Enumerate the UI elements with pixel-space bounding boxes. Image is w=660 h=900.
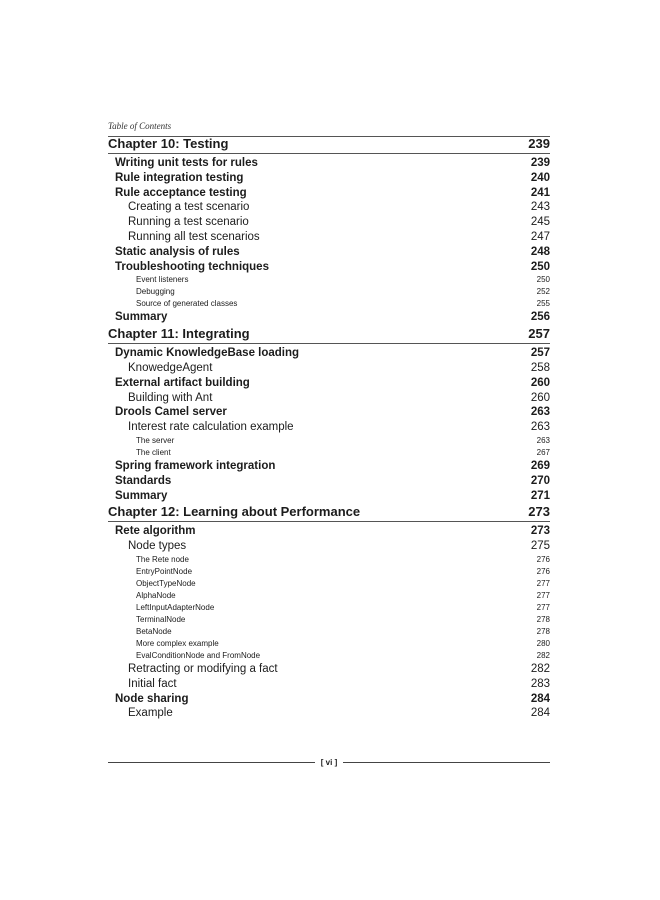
toc-entry-title: Source of generated classes	[136, 299, 238, 309]
toc-entry-page: 277	[536, 578, 550, 588]
toc-entry-title: EntryPointNode	[136, 566, 193, 576]
sub-subsection-entry[interactable]	[108, 578, 550, 590]
footer-rule-left	[108, 762, 315, 763]
toc-entry-page: 267	[536, 447, 550, 457]
subsection-entry[interactable]	[108, 706, 550, 721]
toc-entry-title: BetaNode	[136, 626, 172, 636]
toc-entry-title: Node types	[128, 540, 187, 553]
toc-entry-title: TerminalNode	[136, 614, 186, 624]
sub-subsection-entry[interactable]	[108, 286, 550, 298]
sub-subsection-entry[interactable]	[108, 447, 550, 459]
subsection-entry[interactable]	[108, 662, 550, 677]
toc-entry-page: 257	[530, 347, 550, 360]
running-header	[108, 116, 550, 137]
table-of-contents	[108, 135, 550, 721]
section-entry[interactable]	[108, 474, 550, 489]
section-entry[interactable]	[108, 692, 550, 707]
section-entry[interactable]	[108, 489, 550, 504]
subsection-entry[interactable]	[108, 230, 550, 245]
sub-subsection-entry[interactable]	[108, 566, 550, 578]
toc-entry-page: 252	[536, 287, 550, 297]
section-entry[interactable]	[108, 260, 550, 275]
toc-entry-page: 277	[536, 602, 550, 612]
toc-entry-page: 271	[530, 489, 550, 502]
toc-entry-title: Creating a test scenario	[128, 201, 250, 214]
toc-entry-title: Debugging	[136, 287, 175, 297]
subsection-entry[interactable]	[108, 677, 550, 692]
toc-entry-title: Writing unit tests for rules	[115, 157, 258, 169]
toc-entry-page: 276	[536, 554, 550, 564]
toc-entry-page: 276	[536, 566, 550, 576]
toc-entry-page: 270	[530, 474, 550, 487]
toc-entry-page: 277	[536, 590, 550, 600]
section-entry[interactable]	[108, 156, 550, 171]
toc-entry-page: 280	[536, 638, 550, 648]
section-entry[interactable]	[108, 186, 550, 201]
toc-entry-title: Summary	[115, 311, 168, 324]
sub-subsection-entry[interactable]	[108, 650, 550, 662]
subsection-entry[interactable]	[108, 420, 550, 435]
sub-subsection-entry[interactable]	[108, 298, 550, 310]
toc-entry-page: 239	[530, 157, 550, 169]
page-footer	[108, 756, 550, 768]
sub-subsection-entry[interactable]	[108, 602, 550, 614]
toc-entry-title: Rule acceptance testing	[115, 186, 247, 199]
section-entry[interactable]	[108, 405, 550, 420]
footer-rule-right	[343, 762, 550, 763]
toc-entry-page: 241	[530, 186, 550, 199]
toc-entry-page: 283	[530, 677, 550, 690]
toc-entry-page: 255	[536, 299, 550, 309]
toc-entry-title: Summary	[115, 489, 168, 502]
toc-entry-page: 263	[536, 435, 550, 445]
toc-entry-page: 275	[530, 540, 550, 553]
section-entry[interactable]	[108, 245, 550, 260]
toc-entry-title: Standards	[115, 474, 172, 487]
sub-subsection-entry[interactable]	[108, 435, 550, 447]
toc-entry-page: 284	[530, 692, 550, 705]
toc-entry-title: EvalConditionNode and FromNode	[136, 650, 261, 660]
toc-entry-title: Interest rate calculation example	[128, 421, 294, 434]
toc-entry-title: Troubleshooting techniques	[115, 260, 269, 273]
toc-entry-page: 282	[536, 650, 550, 660]
toc-entry-title: LeftInputAdapterNode	[136, 602, 215, 612]
toc-entry-title: Static analysis of rules	[115, 245, 240, 258]
toc-entry-title: Building with Ant	[128, 391, 213, 404]
toc-entry-title: Chapter 11: Integrating	[108, 326, 250, 342]
sub-subsection-entry[interactable]	[108, 590, 550, 602]
toc-entry-page: 284	[530, 707, 550, 720]
toc-entry-page: 273	[530, 525, 550, 538]
toc-entry-page: 263	[530, 406, 550, 419]
section-entry[interactable]	[108, 524, 550, 539]
toc-entry-page: 278	[536, 614, 550, 624]
toc-entry-page: 269	[530, 459, 550, 472]
subsection-entry[interactable]	[108, 361, 550, 376]
page-number: [ vi ]	[320, 757, 338, 767]
section-entry[interactable]	[108, 459, 550, 474]
toc-entry-title: AlphaNode	[136, 590, 176, 600]
toc-entry-title: Running all test scenarios	[128, 230, 260, 243]
toc-entry-title: Drools Camel server	[115, 406, 227, 419]
toc-entry-title: Initial fact	[128, 677, 177, 690]
section-entry[interactable]	[108, 346, 550, 361]
chapter-entry[interactable]	[108, 325, 550, 344]
toc-entry-page: 239	[528, 136, 550, 151]
toc-entry-page: 248	[530, 245, 550, 258]
toc-entry-page: 245	[530, 216, 550, 229]
toc-entry-page: 247	[530, 230, 550, 243]
running-header-title: Table of Contents	[108, 121, 172, 131]
toc-entry-title: Rete algorithm	[115, 525, 196, 538]
toc-entry-page: 282	[530, 662, 550, 675]
toc-entry-title: Running a test scenario	[128, 216, 249, 229]
toc-entry-title: ObjectTypeNode	[136, 578, 196, 588]
toc-entry-page: 240	[530, 171, 550, 184]
chapter-entry[interactable]	[108, 135, 550, 154]
toc-entry-title: Node sharing	[115, 692, 189, 705]
toc-entry-title: More complex example	[136, 638, 219, 648]
sub-subsection-entry[interactable]	[108, 274, 550, 286]
toc-entry-title: The client	[136, 447, 171, 457]
toc-entry-page: 258	[530, 361, 550, 374]
toc-entry-title: Chapter 12: Learning about Performance	[108, 504, 361, 520]
sub-subsection-entry[interactable]	[108, 554, 550, 566]
subsection-entry[interactable]	[108, 539, 550, 554]
toc-entry-title: External artifact building	[115, 376, 250, 389]
toc-entry-title: Retracting or modifying a fact	[128, 662, 278, 675]
toc-entry-page: 250	[530, 260, 550, 273]
toc-entry-page: 278	[536, 626, 550, 636]
section-entry[interactable]	[108, 310, 550, 325]
toc-entry-title: The Rete node	[136, 554, 189, 564]
toc-entry-page: 257	[528, 326, 550, 342]
toc-entry-title: KnowedgeAgent	[128, 361, 213, 374]
sub-subsection-entry[interactable]	[108, 626, 550, 638]
toc-entry-page: 256	[530, 311, 550, 324]
toc-entry-title: Chapter 10: Testing	[108, 136, 229, 151]
toc-entry-page: 250	[536, 275, 550, 285]
toc-entry-page: 263	[530, 421, 550, 434]
sub-subsection-entry[interactable]	[108, 614, 550, 626]
toc-entry-title: Example	[128, 707, 173, 720]
subsection-entry[interactable]	[108, 391, 550, 406]
sub-subsection-entry[interactable]	[108, 638, 550, 650]
toc-entry-page: 273	[528, 504, 550, 520]
toc-entry-title: Spring framework integration	[115, 459, 276, 472]
toc-entry-page: 243	[530, 201, 550, 214]
toc-entry-title: Rule integration testing	[115, 171, 244, 184]
subsection-entry[interactable]	[108, 215, 550, 230]
chapter-entry[interactable]	[108, 503, 550, 522]
toc-entry-title: The server	[136, 435, 175, 445]
subsection-entry[interactable]	[108, 200, 550, 215]
section-entry[interactable]	[108, 376, 550, 391]
toc-entry-title: Dynamic KnowledgeBase loading	[115, 347, 300, 360]
toc-entry-page: 260	[530, 391, 550, 404]
toc-entry-page: 260	[530, 376, 550, 389]
toc-entry-title: Event listeners	[136, 275, 189, 285]
section-entry[interactable]	[108, 171, 550, 186]
